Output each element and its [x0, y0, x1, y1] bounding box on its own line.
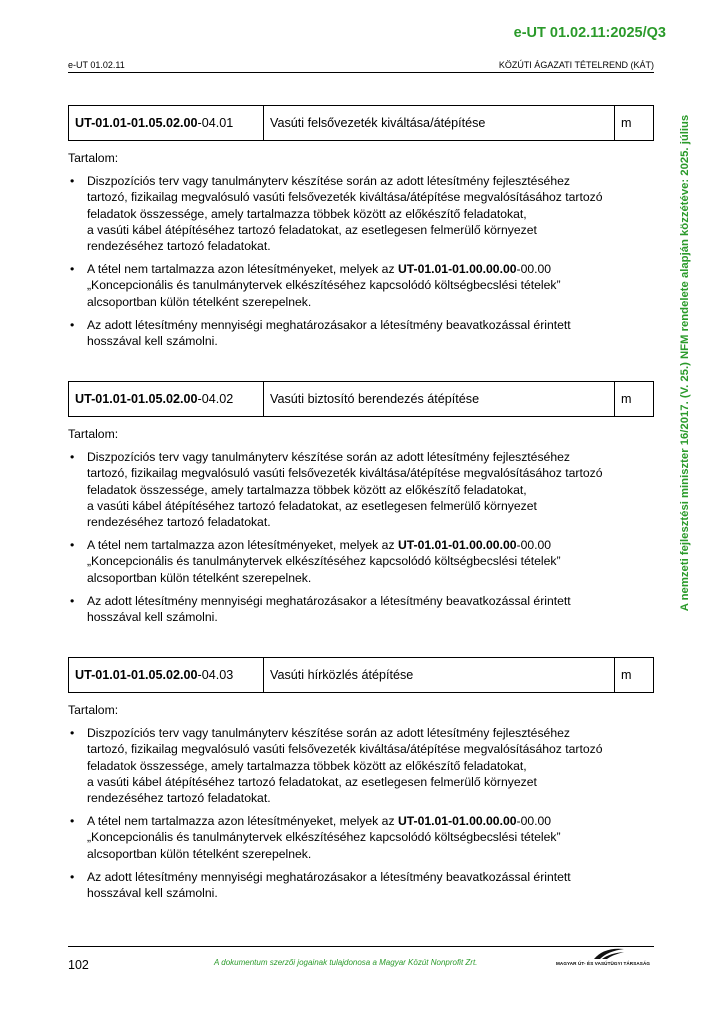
text-line: [87, 537, 654, 553]
item-code-suffix: -04.03: [197, 667, 234, 682]
item-title: Vasúti biztosító berendezés átépítése: [264, 382, 615, 416]
item-code-suffix: -04.01: [197, 115, 234, 130]
text-line: hosszával kell számolni.: [87, 334, 218, 349]
publisher-logo: [556, 946, 656, 970]
side-publication-text: A nemzeti fejlesztési miniszter 16/2017. (V. 25.) NFM rendelete alapján közzétéve: 2025. július: [679, 114, 691, 612]
item-title: Vasúti felsővezeték kiváltása/átépítése: [264, 106, 615, 140]
content-list: [68, 449, 654, 625]
content-label: Tartalom:: [68, 427, 119, 441]
copyright-note: A dokumentum szerzői jogainak tulajdonosa a Magyar Közút Nonprofit Zrt.: [214, 958, 478, 967]
text-line: tartozó, fizikailag megvalósuló vasúti felsővezeték kiváltása/átépítése megvalósításához tartozó: [87, 742, 603, 757]
text-line: alcsoportban külön tételként szerepelnek.: [87, 846, 312, 861]
content-list: [68, 173, 654, 349]
header-rule: [68, 72, 654, 73]
text-line: a vasúti kábel átépítéséhez tartozó feladatokat, az esetlegesen felmerülő környezet: [87, 222, 537, 237]
list-item: [68, 813, 654, 862]
reference-code-suffix: -00.00: [516, 538, 552, 553]
document-code: e-UT 01.02.11:2025/Q3: [513, 25, 666, 41]
item-unit: m: [621, 667, 632, 682]
text-line: • Diszpozíciós terv vagy tanulmányterv készítése során az adott létesítmény fejlesztéséhez: [87, 450, 570, 465]
reference-code-bold: UT-01.01-01.00.00.00: [397, 814, 517, 829]
text-line: „Koncepcionális és tanulmánytervek elkészítéséhez kapcsolódó költségbecslési tételek”: [87, 830, 561, 845]
text-fragment: A tétel nem tartalmazza azon létesítményeket, melyek az: [87, 538, 398, 553]
reference-code-bold: UT-01.01-01.00.00.00: [397, 262, 517, 277]
list-item: [68, 317, 654, 349]
list-item: [68, 537, 654, 586]
item-code-table: [68, 657, 654, 693]
text-line: rendezéséhez tartozó feladatokat.: [87, 515, 271, 530]
text-fragment: A tétel nem tartalmazza azon létesítményeket, melyek az: [87, 262, 398, 277]
list-item: [68, 261, 654, 310]
text-line: rendezéséhez tartozó feladatokat.: [87, 239, 271, 254]
item-code-table: [68, 381, 654, 417]
item-code-table: [68, 105, 654, 141]
item-unit: m: [621, 391, 632, 406]
text-line: a vasúti kábel átépítéséhez tartozó feladatokat, az esetlegesen felmerülő környezet: [87, 774, 537, 789]
text-line: hosszával kell számolni.: [87, 886, 218, 901]
item-code-cell: [69, 658, 264, 692]
item-code-bold: UT-01.01-01.05.02.00: [75, 115, 198, 130]
list-item: [68, 173, 654, 254]
item-code-bold: UT-01.01-01.05.02.00: [75, 667, 198, 682]
reference-code-bold: UT-01.01-01.00.00.00: [397, 538, 517, 553]
text-line: hosszával kell számolni.: [87, 610, 218, 625]
list-item: [68, 725, 654, 806]
content-list: [68, 725, 654, 901]
side-publication-note: [676, 96, 694, 630]
list-item: [68, 869, 654, 901]
reference-code-suffix: -00.00: [516, 262, 552, 277]
page-number: 102: [68, 958, 89, 972]
text-line: rendezéséhez tartozó feladatokat.: [87, 791, 271, 806]
item-block: [68, 657, 654, 908]
text-line: „Koncepcionális és tanulmánytervek elkészítéséhez kapcsolódó költségbecslési tételek”: [87, 278, 561, 293]
reference-code-suffix: -00.00: [516, 814, 552, 829]
text-line: • Diszpozíciós terv vagy tanulmányterv készítése során az adott létesítmény fejlesztéséhez: [87, 726, 570, 741]
text-line: „Koncepcionális és tanulmánytervek elkészítéséhez kapcsolódó költségbecslési tételek”: [87, 554, 561, 569]
text-fragment: A tétel nem tartalmazza azon létesítményeket, melyek az: [87, 814, 398, 829]
item-unit: m: [621, 115, 632, 130]
road-logo-icon: [592, 946, 626, 961]
text-line: alcsoportban külön tételként szerepelnek.: [87, 294, 312, 309]
text-line: [87, 813, 654, 829]
item-code-bold: UT-01.01-01.05.02.00: [75, 391, 198, 406]
item-code-cell: [69, 382, 264, 416]
item-block: [68, 105, 654, 356]
item-code-suffix: -04.02: [197, 391, 234, 406]
item-code-cell: [69, 106, 264, 140]
logo-text: MAGYAR ÚT- ÉS VASÚTÜGYI TÁRSASÁG: [556, 961, 651, 966]
text-line: tartozó, fizikailag megvalósuló vasúti felsővezeték kiváltása/átépítése megvalósításához tartozó: [87, 466, 603, 481]
text-line: • Az adott létesítmény mennyiségi meghatározásakor a létesítmény beavatkozással érintett: [87, 593, 571, 608]
text-line: feladatok összessége, amely tartalmazza többek között az előkészítő feladatokat,: [87, 482, 527, 497]
text-line: feladatok összessége, amely tartalmazza többek között az előkészítő feladatokat,: [87, 206, 527, 221]
header-left: e-UT 01.02.11: [68, 60, 125, 70]
text-line: • Diszpozíciós terv vagy tanulmányterv készítése során az adott létesítmény fejlesztéséhez: [87, 174, 570, 189]
text-line: • Az adott létesítmény mennyiségi meghatározásakor a létesítmény beavatkozással érintett: [87, 317, 571, 332]
text-line: [87, 261, 654, 277]
content-label: Tartalom:: [68, 703, 119, 717]
text-line: a vasúti kábel átépítéséhez tartozó feladatokat, az esetlegesen felmerülő környezet: [87, 498, 537, 513]
text-line: alcsoportban külön tételként szerepelnek.: [87, 570, 312, 585]
text-line: tartozó, fizikailag megvalósuló vasúti felsővezeték kiváltása/átépítése megvalósításához tartozó: [87, 190, 603, 205]
item-block: [68, 381, 654, 632]
header-right: KÖZÚTI ÁGAZATI TÉTELREND (KÁT): [498, 60, 654, 70]
text-line: • Az adott létesítmény mennyiségi meghatározásakor a létesítmény beavatkozással érintett: [87, 869, 571, 884]
list-item: [68, 449, 654, 530]
list-item: [68, 593, 654, 625]
text-line: feladatok összessége, amely tartalmazza többek között az előkészítő feladatokat,: [87, 758, 527, 773]
item-title: Vasúti hírközlés átépítése: [264, 658, 615, 692]
content-label: Tartalom:: [68, 151, 119, 165]
